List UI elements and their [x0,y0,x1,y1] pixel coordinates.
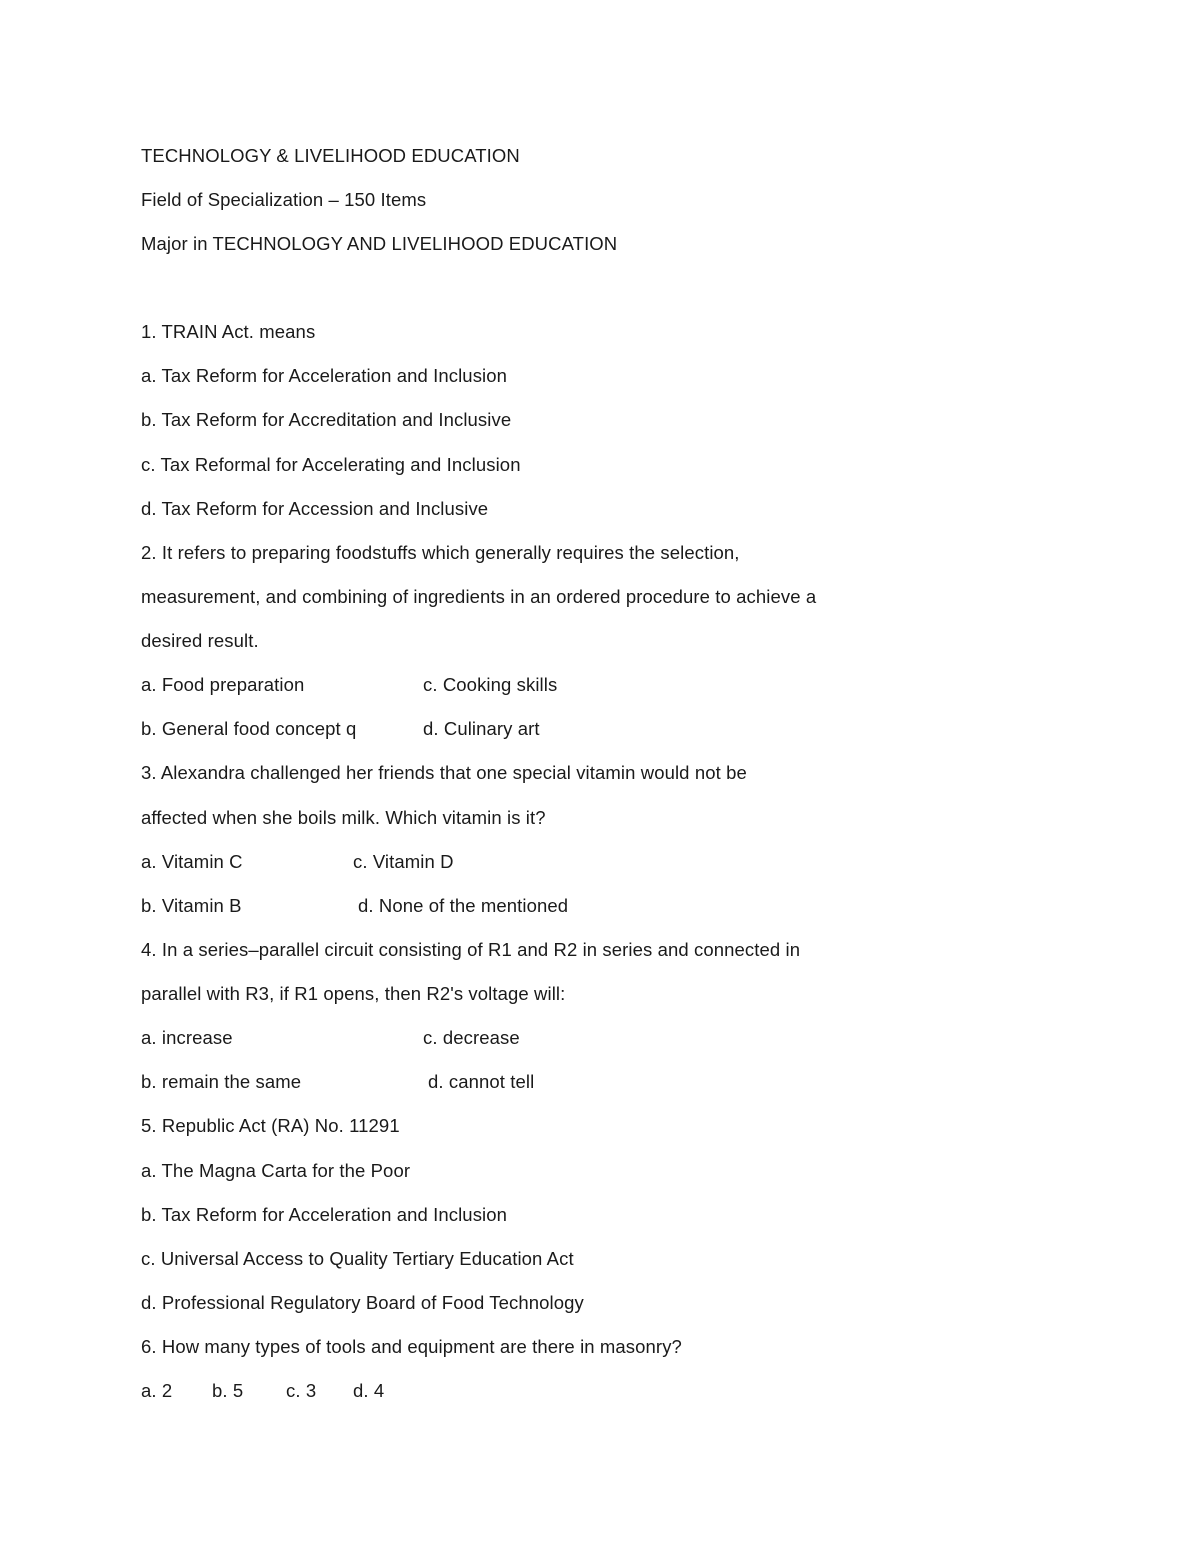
question-3-choice-a: a. Vitamin C [141,851,243,872]
question-6-choice-d: d. 4 [353,1380,385,1401]
document-title: TECHNOLOGY & LIVELIHOOD EDUCATION [141,145,520,166]
question-1-choice-c: c. Tax Reformal for Accelerating and Inclusion [141,454,521,475]
question-2-stem-line-2: measurement, and combining of ingredients in an ordered procedure to achieve a [141,586,817,607]
question-4-choice-c: c. decrease [423,1027,520,1048]
question-5-choice-a: a. The Magna Carta for the Poor [141,1160,411,1181]
document-subtitle: Field of Specialization – 150 Items [141,189,427,210]
question-3-stem-line-1: 3. Alexandra challenged her friends that one special vitamin would not be [141,762,747,783]
question-4-choice-b: b. remain the same [141,1071,302,1092]
question-1-choice-b: b. Tax Reform for Accreditation and Inclusive [141,409,512,430]
question-1-choice-d: d. Tax Reform for Accession and Inclusive [141,498,489,519]
question-4-stem-line-2: parallel with R3, if R1 opens, then R2's voltage will: [141,983,566,1004]
question-5-choice-b: b. Tax Reform for Acceleration and Inclusion [141,1204,508,1225]
question-2-choice-c: c. Cooking skills [423,674,558,695]
question-4-choice-a: a. increase [141,1027,233,1048]
question-3-choice-d: d. None of the mentioned [358,895,569,916]
question-2-choice-a: a. Food preparation [141,674,305,695]
document-major: Major in TECHNOLOGY AND LIVELIHOOD EDUCATION [141,233,618,254]
question-2-stem-line-3: desired result. [141,630,259,651]
question-5-stem: 5. Republic Act (RA) No. 11291 [141,1115,400,1136]
question-1-stem: 1. TRAIN Act. means [141,321,316,342]
question-5-choice-c: c. Universal Access to Quality Tertiary Education Act [141,1248,574,1269]
question-3-stem-line-2: affected when she boils milk. Which vitamin is it? [141,807,546,828]
question-3-choice-b: b. Vitamin B [141,895,242,916]
question-6-choice-a: a. 2 [141,1380,173,1401]
question-2-choice-b: b. General food concept q [141,718,357,739]
question-1-choice-a: a. Tax Reform for Acceleration and Inclusion [141,365,508,386]
question-6-choice-c: c. 3 [286,1380,317,1401]
question-6-stem: 6. How many types of tools and equipment are there in masonry? [141,1336,682,1357]
question-2-stem-line-1: 2. It refers to preparing foodstuffs which generally requires the selection, [141,542,740,563]
question-4-stem-line-1: 4. In a series–parallel circuit consisting of R1 and R2 in series and connected in [141,939,801,960]
question-2-choice-d: d. Culinary art [423,718,540,739]
question-4-choice-d: d. cannot tell [428,1071,535,1092]
question-3-choice-c: c. Vitamin D [353,851,454,872]
question-5-choice-d: d. Professional Regulatory Board of Food Technology [141,1292,584,1313]
question-6-choice-b: b. 5 [212,1380,244,1401]
